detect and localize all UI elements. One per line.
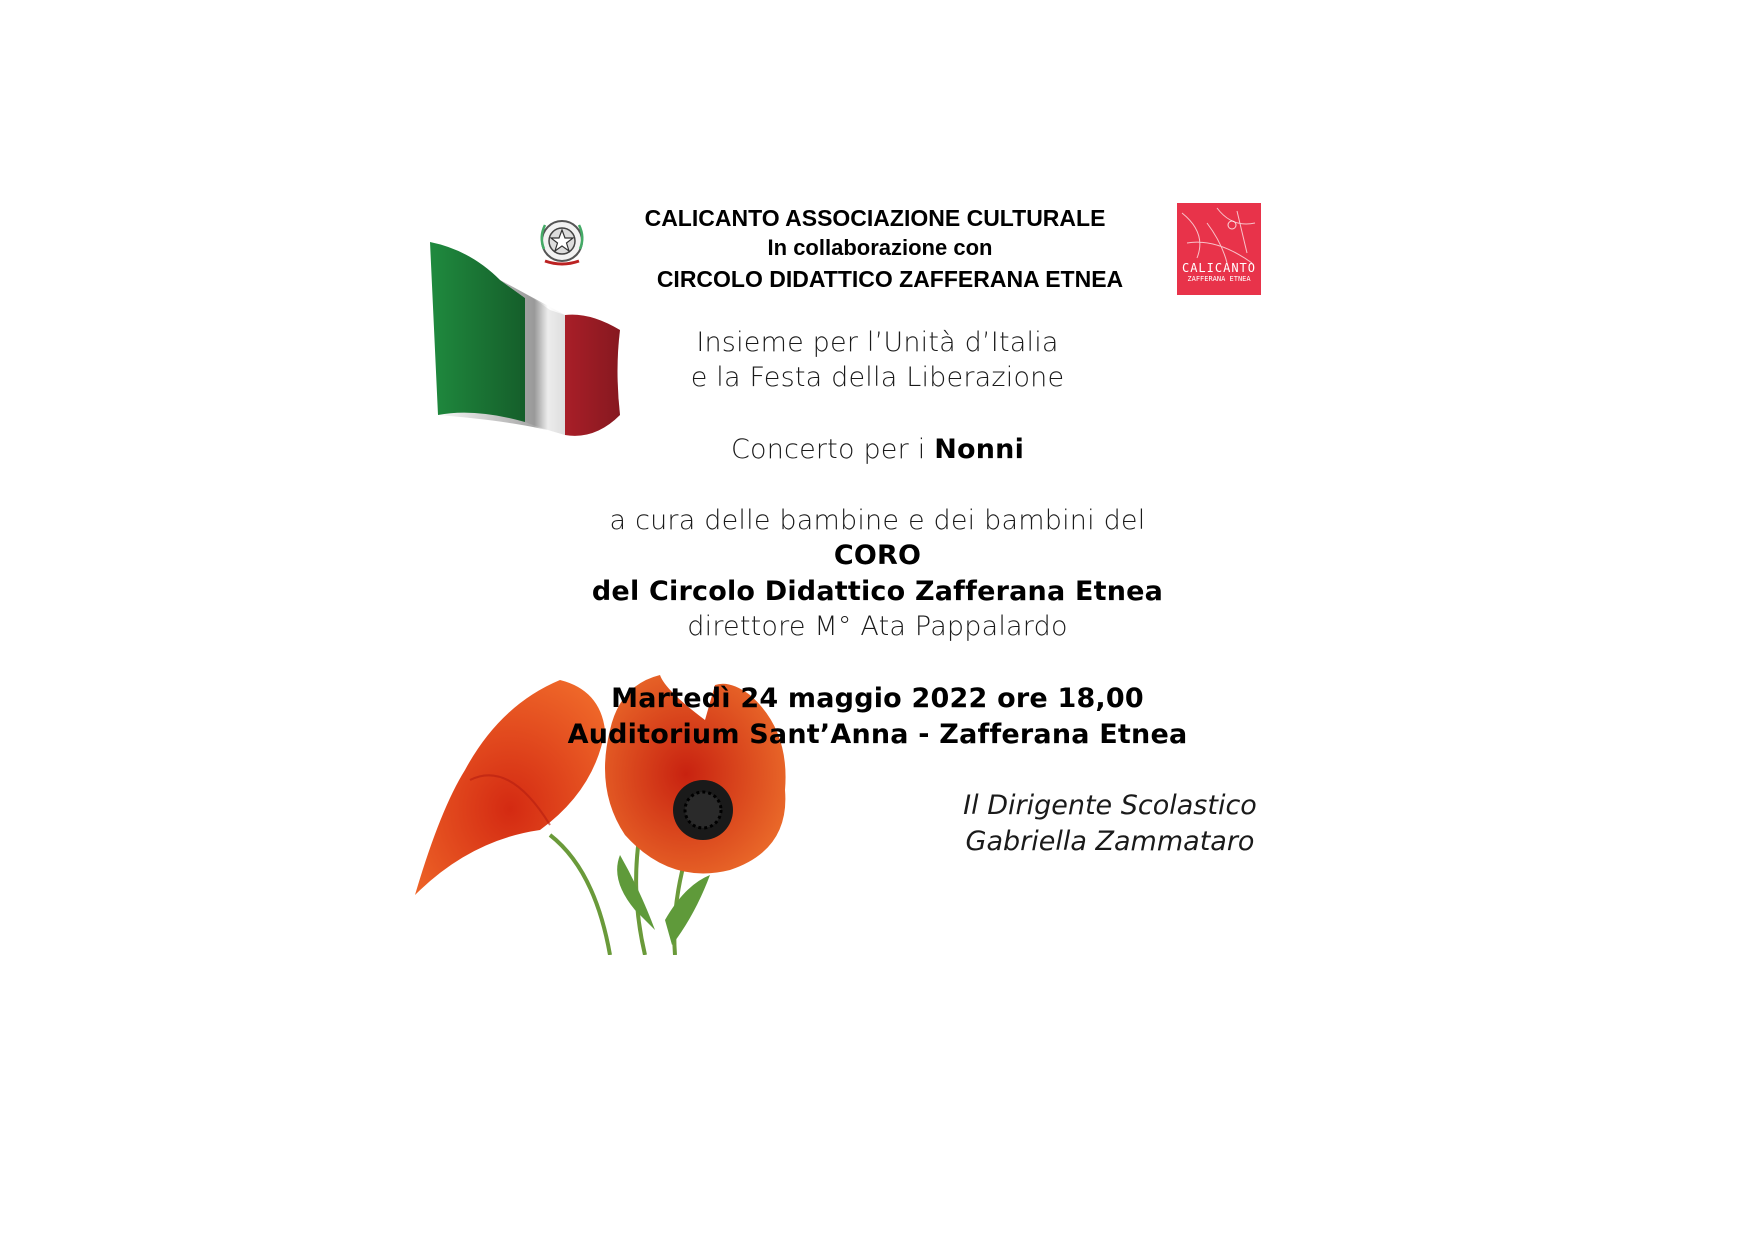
concert-bold: Nonni xyxy=(934,434,1025,465)
signature-role: Il Dirigente Scolastico xyxy=(963,790,1257,821)
event-place: Auditorium Sant’Anna - Zafferana Etnea xyxy=(567,719,1188,750)
cura-line: a cura delle bambine e dei bambini del xyxy=(609,505,1146,536)
body-line2: e la Festa della Liberazione xyxy=(690,362,1065,393)
concert-line xyxy=(0,434,1755,465)
coro-line: CORO xyxy=(833,540,922,571)
logo-line1: CALICANTO xyxy=(1181,261,1257,275)
logo-line2: ZAFFERANA ETNEA xyxy=(1187,275,1251,283)
header-line2: In collaborazione con xyxy=(767,235,993,260)
header-line1: CALICANTO ASSOCIAZIONE CULTURALE xyxy=(644,205,1106,231)
event-date: Martedì 24 maggio 2022 ore 18,00 xyxy=(611,683,1144,714)
calicanto-logo xyxy=(1177,203,1261,295)
signature-name: Gabriella Zammataro xyxy=(965,826,1255,857)
concert-prefix: Concerto per i xyxy=(730,434,935,465)
body-line1: Insieme per l’Unità d’Italia xyxy=(696,327,1059,358)
circolo-line: del Circolo Didattico Zafferana Etnea xyxy=(591,576,1164,607)
header-line3: CIRCOLO DIDATTICO ZAFFERANA ETNEA xyxy=(656,266,1124,292)
direttore-line: direttore M° Ata Pappalardo xyxy=(687,611,1068,642)
